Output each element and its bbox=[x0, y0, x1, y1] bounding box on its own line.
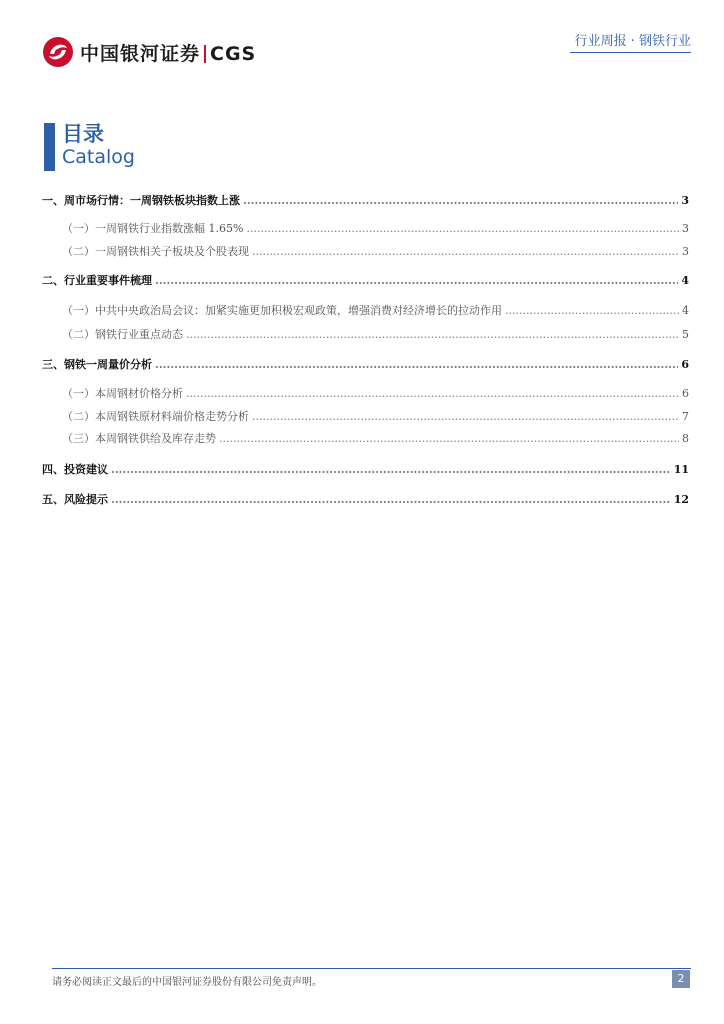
toc-entry-number: （三） bbox=[62, 432, 95, 445]
toc-entry-title: 钢铁行业重点动态 bbox=[95, 328, 183, 341]
toc-leader-dots bbox=[505, 304, 679, 317]
toc-entry-title: 钢铁一周量价分析 bbox=[64, 358, 152, 371]
toc-leader-dots bbox=[155, 274, 678, 287]
toc-entry-title: 一周钢铁相关子板块及个股表现 bbox=[95, 245, 249, 258]
toc-entry-page: 12 bbox=[673, 493, 689, 506]
logo-wordmark: 中国银河证券 CGS bbox=[80, 42, 257, 65]
toc-entry-number: （二） bbox=[62, 410, 95, 423]
toc-entry-title: 周市场行情：一周钢铁板块指数上涨 bbox=[64, 194, 240, 207]
toc-leader-dots bbox=[111, 463, 671, 476]
toc-section-entry[interactable] bbox=[42, 461, 689, 479]
toc-entry-page: 8 bbox=[682, 432, 689, 445]
toc-entry-page: 3 bbox=[681, 194, 689, 207]
toc-entry-page: 6 bbox=[681, 358, 689, 371]
toc-entry-title: 中共中央政治局会议：加紧实施更加积极宏观政策，增强消费对经济增长的拉动作用 bbox=[95, 304, 502, 317]
toc-leader-dots bbox=[111, 493, 671, 506]
page-number-badge: 2 bbox=[672, 970, 690, 988]
toc-leader-dots bbox=[246, 222, 679, 235]
header-divider bbox=[570, 52, 691, 53]
toc-entry-page: 7 bbox=[682, 410, 689, 423]
toc-leader-dots bbox=[155, 358, 678, 371]
toc-subsection-entry[interactable] bbox=[42, 326, 689, 344]
toc-entry-title: 投资建议 bbox=[64, 463, 108, 476]
toc-subsection-entry[interactable] bbox=[42, 430, 689, 448]
toc-entry-number: （二） bbox=[62, 245, 95, 258]
report-type-label: 行业周报 · 钢铁行业 bbox=[574, 34, 691, 49]
toc-entry-title: 本周钢铁供给及库存走势 bbox=[95, 432, 216, 445]
toc-entry-title: 一周钢铁行业指数涨幅 1.65% bbox=[95, 222, 244, 235]
toc-entry-title: 风险提示 bbox=[64, 493, 108, 506]
catalog-title-cn: 目录 bbox=[62, 122, 104, 146]
toc-section-entry[interactable] bbox=[42, 356, 689, 374]
toc-entry-number: 二、 bbox=[42, 274, 64, 287]
toc-entry-number: （一） bbox=[62, 304, 95, 317]
toc-entry-number: （一） bbox=[62, 387, 95, 400]
logo-separator bbox=[204, 45, 206, 63]
toc-leader-dots bbox=[186, 328, 679, 341]
footer-disclaimer: 请务必阅读正文最后的中国银河证券股份有限公司免责声明。 bbox=[52, 977, 322, 988]
toc-entry-page: 11 bbox=[673, 463, 689, 476]
toc-entry-number: 一、 bbox=[42, 194, 64, 207]
toc-leader-dots bbox=[243, 194, 678, 207]
page-header bbox=[0, 0, 724, 80]
toc-leader-dots bbox=[186, 387, 679, 400]
cgs-logo-icon bbox=[42, 36, 74, 68]
company-logo bbox=[42, 36, 256, 68]
toc-subsection-entry[interactable] bbox=[42, 385, 689, 403]
toc-leader-dots bbox=[252, 410, 679, 423]
toc-entry-title: 本周钢铁原材料端价格走势分析 bbox=[95, 410, 249, 423]
toc-entry-number: （二） bbox=[62, 328, 95, 341]
catalog-title-en: Catalog bbox=[62, 146, 135, 168]
toc-section-entry[interactable] bbox=[42, 272, 689, 290]
catalog-accent-bar bbox=[44, 123, 55, 171]
toc-entry-page: 3 bbox=[682, 222, 689, 235]
toc-entry-number: 四、 bbox=[42, 463, 64, 476]
toc-entry-title: 行业重要事件梳理 bbox=[64, 274, 152, 287]
toc-entry-number: （一） bbox=[62, 222, 95, 235]
toc-subsection-entry[interactable] bbox=[42, 220, 689, 238]
toc-entry-page: 5 bbox=[682, 328, 689, 341]
toc-section-entry[interactable] bbox=[42, 491, 689, 509]
toc-entry-page: 6 bbox=[682, 387, 689, 400]
toc-entry-page: 3 bbox=[682, 245, 689, 258]
toc-subsection-entry[interactable] bbox=[42, 408, 689, 426]
toc-section-entry[interactable] bbox=[42, 192, 689, 210]
toc-entry-page: 4 bbox=[681, 274, 689, 287]
footer-divider bbox=[52, 968, 691, 969]
toc-entry-number: 五、 bbox=[42, 493, 64, 506]
toc-subsection-entry[interactable] bbox=[42, 243, 689, 261]
toc-leader-dots bbox=[219, 432, 679, 445]
toc-entry-title: 本周钢材价格分析 bbox=[95, 387, 183, 400]
toc-leader-dots bbox=[252, 245, 679, 258]
toc-subsection-entry[interactable] bbox=[42, 302, 689, 320]
toc-entry-number: 三、 bbox=[42, 358, 64, 371]
toc-entry-page: 4 bbox=[682, 304, 689, 317]
